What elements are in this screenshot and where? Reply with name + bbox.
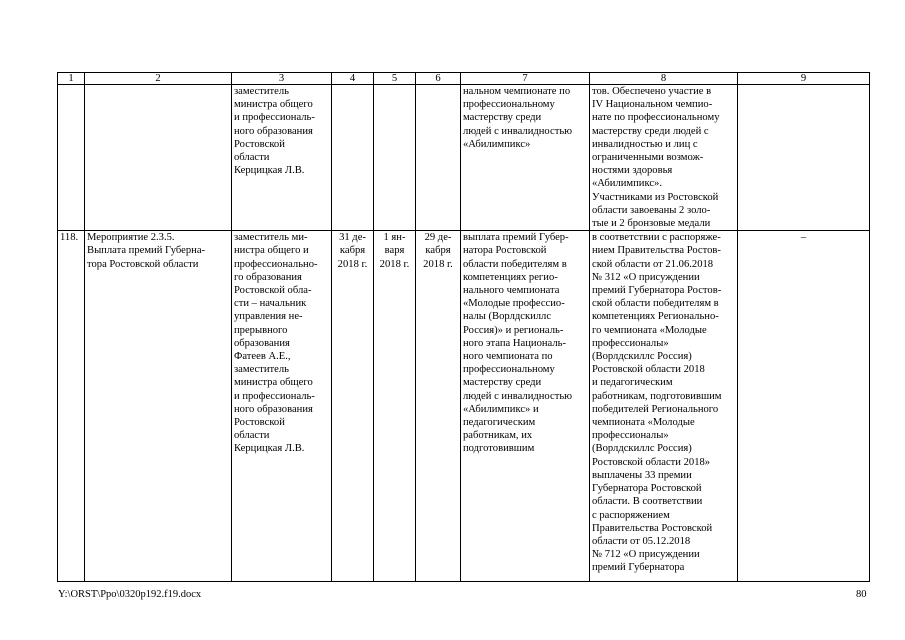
- actual-result-cell: в соответствии с распоряже- нием Правительства Ростов- ской области от 21.06.2018 № 312 «О присуждении премий Губернатора Ростов- ской области победителям в компетенциях Регионально- го чемпионата «Молодые профессионалы» (Ворлдскиллс Россия) Ростовской области 2018 и педагогическим работникам, подготовившим победителей Регионального чемпионата «Молодые профессионалы» (Ворлдскиллс Россия) Ростовской области 2018» выплачены 33 премии Губернатора Ростовской области. В соответствии с распоряжением Правительства Ростовской области от 05.12.2018 № 712 «О присуждении премий Губернатора: [590, 231, 738, 582]
- column-number-row: [58, 73, 870, 85]
- column-number: 6: [416, 73, 461, 85]
- responsible-cell: заместитель министра общего и профессиональ- ного образования Ростовской области Керцицкая Л.В.: [232, 85, 332, 231]
- actual-start-cell: [374, 85, 416, 231]
- column-number: 3: [232, 73, 332, 85]
- responsible-cell: заместитель ми- нистра общего и профессионально- го образования Ростовской обла- сти – начальник управления не- прерывного образования Фатеев А.Е., заместитель министра общего и профессиональ- ного образования Ростовской области Керцицкая Л.В.: [232, 231, 332, 582]
- actual-end-cell: [416, 85, 461, 231]
- file-path: Y:\ORST\Ppo\0320p192.f19.docx: [58, 589, 202, 600]
- column-number: 1: [58, 73, 85, 85]
- column-number: 5: [374, 73, 416, 85]
- planned-date-cell: 31 де- кабря 2018 г.: [332, 231, 374, 582]
- planned-date-cell: [332, 85, 374, 231]
- column-number: 7: [461, 73, 590, 85]
- measure-cell: Мероприятие 2.3.5. Выплата премий Губерна- тора Ростовской области: [85, 231, 232, 582]
- report-table: [57, 72, 870, 582]
- actual-end-cell: 29 де- кабря 2018 г.: [416, 231, 461, 582]
- row-number-cell: 118.: [58, 231, 85, 582]
- table-row: [58, 85, 870, 231]
- table-row: [58, 231, 870, 582]
- column-number: 4: [332, 73, 374, 85]
- note-cell: [738, 85, 870, 231]
- note-cell: –: [738, 231, 870, 582]
- page-number: 80: [856, 589, 867, 600]
- row-number-cell: [58, 85, 85, 231]
- column-number: 8: [590, 73, 738, 85]
- expected-result-cell: нальном чемпионате по профессиональному мастерству среди людей с инвалидностью «Абилимпикс»: [461, 85, 590, 231]
- measure-cell: [85, 85, 232, 231]
- column-number: 2: [85, 73, 232, 85]
- column-number: 9: [738, 73, 870, 85]
- expected-result-cell: выплата премий Губер- натора Ростовской области победителям в компетенциях регио- нального чемпионата «Молодые профессио- налы (Ворлдскиллс Россия)» и региональ- ного этапа Националь- ного чемпионата по профессиональному мастерству среди людей с инвалидностью «Абилимпикс» и педагогическим работникам, их подготовившим: [461, 231, 590, 582]
- actual-result-cell: тов. Обеспечено участие в IV Национальном чемпио- нате по профессиональному мастерству среди людей с инвалидностью и лиц с ограниченными возмож- ностями здоровья «Абилимпикс». Участниками из Ростовской области завоеваны 2 золо- тые и 2 бронзовые медали: [590, 85, 738, 231]
- actual-start-cell: 1 ян- варя 2018 г.: [374, 231, 416, 582]
